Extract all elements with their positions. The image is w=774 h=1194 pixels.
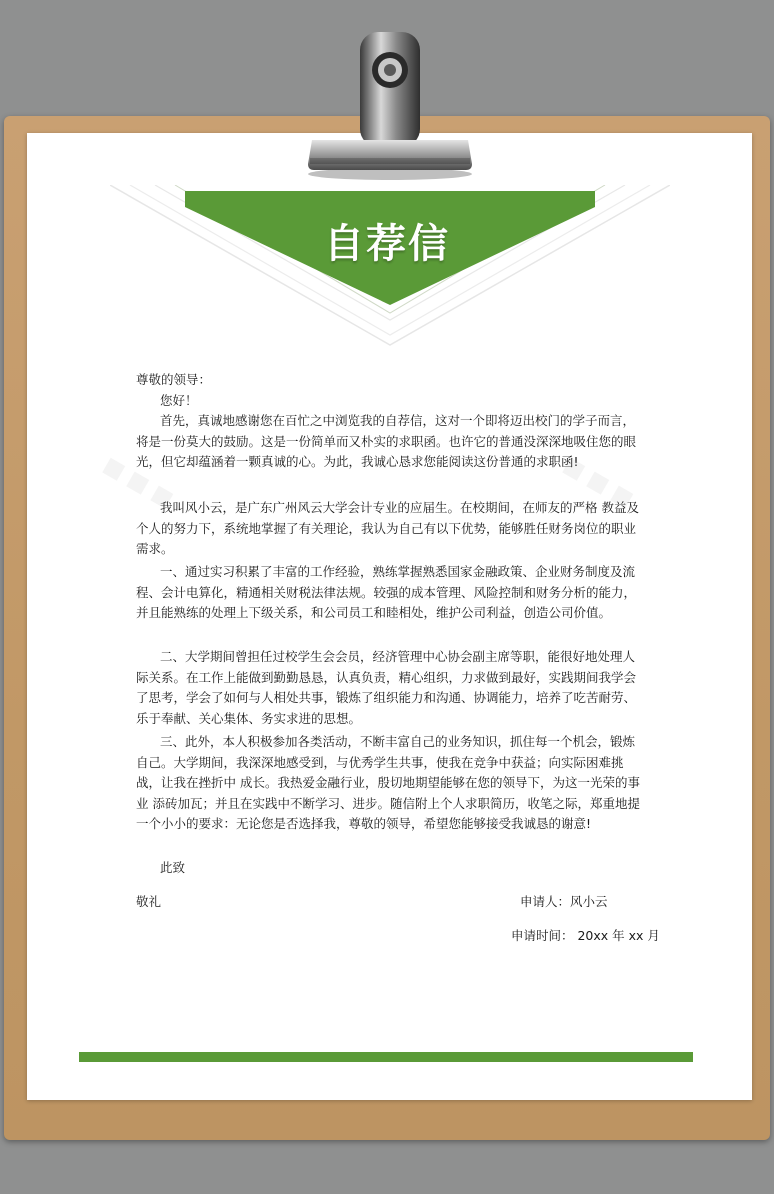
- footer-bar: [79, 1052, 693, 1062]
- greeting: 您好！: [160, 392, 198, 408]
- watermark: ■ ■ ■: [98, 452, 178, 513]
- watermark: ■ ■ ■: [558, 452, 638, 513]
- paragraph-two: 二、大学期间曾担任过校学生会会员，经济管理中心协会副主席等职，能很好地处理人际关系。在工作上能做到勤勤恳恳，认真负责，精心组织，力求做到最好，实践期间我学会了思考，学会了如何与人相处共事，锻炼了组织能力和沟通、协调能力，培养了吃苦耐劳、乐于奉献、关心集体、务实求进的思想。: [136, 649, 637, 726]
- paragraph-one-block: [136, 562, 642, 624]
- paragraph-self-intro: 我叫风小云，是广东广州风云大学会计专业的应届生。在校期间，在师友的严格 教益及个人的努力下，系统地掌握了有关理论，我认为自己有以下优势，能够胜任财务岗位的职业需求。: [136, 500, 639, 557]
- date: 申请时间： 20xx 年 xx 月: [511, 928, 660, 943]
- letter-body: [136, 370, 642, 473]
- paragraph-three-block: [136, 732, 642, 835]
- paragraph-intro: 首先，真诚地感谢您在百忙之中浏览我的自荐信，这对一个即将迈出校门的学子而言，将是一份莫大的鼓励。这是一份简单而又朴实的求职函。也许它的普通没深深地吸住您的眼光，但它却蕴涵着一颗真诚的心。为此，我诚心恳求您能阅读这份普通的求职函!: [136, 413, 637, 470]
- applicant: 申请人：风小云: [520, 894, 608, 909]
- closing-block: [136, 858, 642, 879]
- closing: 此致: [160, 860, 186, 875]
- page-title: 自荐信: [324, 221, 450, 267]
- binder-clip-icon: [300, 22, 480, 182]
- paragraph-self-intro-block: [136, 498, 642, 560]
- paragraph-one: 一、通过实习积累了丰富的工作经验，熟练掌握熟悉国家金融政策、企业财务制度及流程、会计电算化，精通相关财税法律法规。较强的成本管理、风险控制和财务分析的能力，并且能熟练的处理上下级关系，和公司员工和睦相处，维护公司利益，创造公司价值。: [136, 564, 637, 621]
- paragraph-two-block: [136, 647, 642, 729]
- regards: 敬礼: [136, 894, 162, 909]
- salutation: 尊敬的领导：: [136, 372, 212, 387]
- paragraph-three: 三、此外，本人积极参加各类活动，不断丰富自己的业务知识，抓住每一个机会，锻炼自己。大学期间，我深深地感受到，与优秀学生共事，使我在竞争中获益；向实际困难挑战，让我在挫折中 成长。我热爱金融行业，殷切地期望能够在您的领导下，为这一光荣的事业 添砖加瓦；并且在实践中不断学习、进步。随信附上个人求职简历，收笔之际，郑重地提 一个小小的要求：无论您是否选择我，尊敬的领导，希望您能够接受我诚恳的谢意!: [136, 734, 640, 832]
